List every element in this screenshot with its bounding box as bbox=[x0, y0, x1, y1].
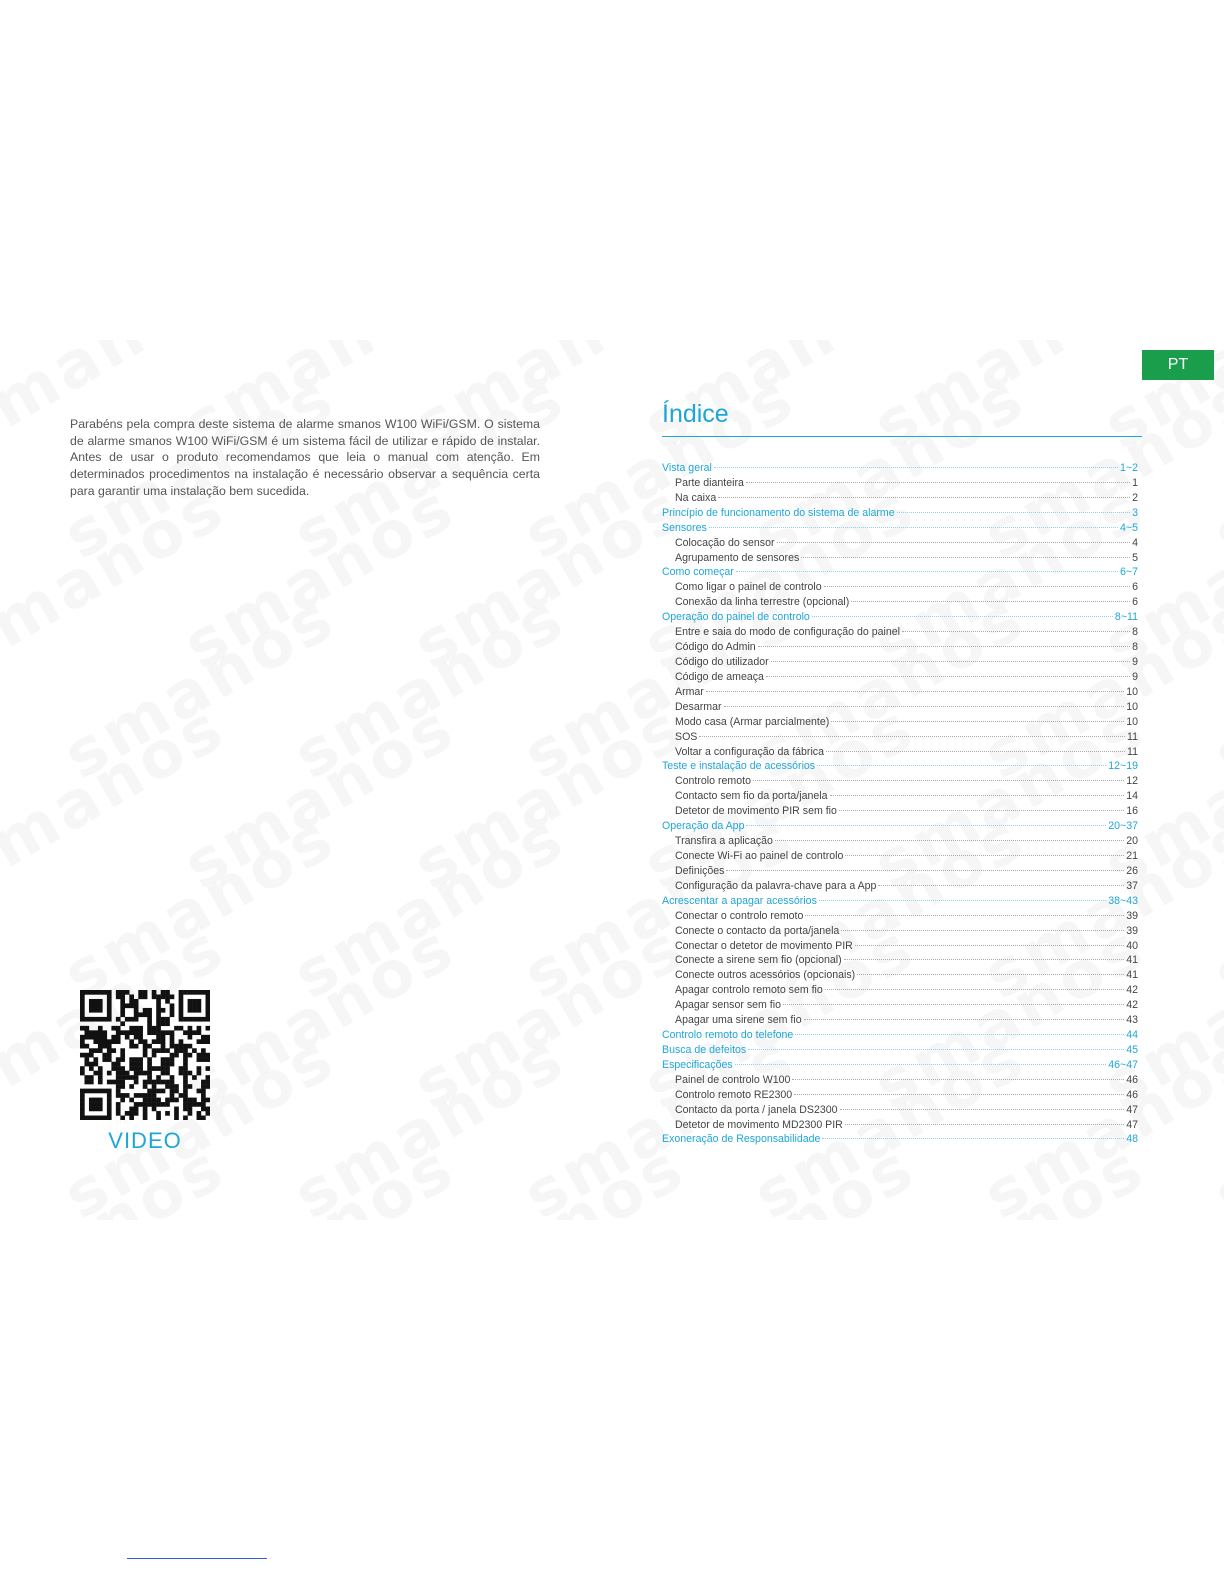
toc-label: Vista geral bbox=[662, 462, 712, 474]
toc-section[interactable] bbox=[662, 462, 1138, 477]
watermark-text bbox=[52, 800, 348, 1014]
toc-label: Operação do painel de controlo bbox=[662, 611, 810, 624]
toc-leader bbox=[766, 676, 1130, 677]
toc-page-number: 16 bbox=[1126, 805, 1138, 818]
toc-page-number: 9 bbox=[1132, 670, 1138, 683]
toc-page-number: 21 bbox=[1126, 849, 1138, 862]
toc-label: Conecte o contacto da porta/janela bbox=[675, 924, 840, 937]
toc-page-number: 4 bbox=[1132, 536, 1138, 549]
toc-leader bbox=[851, 601, 1130, 602]
toc-page-number: 11 bbox=[1127, 745, 1138, 758]
toc-section[interactable] bbox=[662, 820, 1138, 835]
toc-label: Painel de controlo W100 bbox=[675, 1073, 791, 1086]
watermark-text bbox=[282, 1020, 578, 1220]
toc-label: Como começar bbox=[662, 566, 734, 579]
toc-label: Acrescentar a apagar acessórios bbox=[662, 894, 817, 907]
toc-subsection[interactable] bbox=[662, 969, 1138, 984]
toc-label: Desarmar bbox=[675, 700, 722, 713]
toc-page-number: 12 bbox=[1126, 775, 1138, 788]
toc-subsection[interactable] bbox=[662, 537, 1138, 552]
toc-leader bbox=[878, 885, 1124, 886]
toc-leader bbox=[897, 512, 1130, 513]
toc-leader bbox=[795, 1034, 1124, 1035]
toc-leader bbox=[771, 661, 1130, 662]
toc-leader bbox=[726, 870, 1124, 871]
toc-label: Definições bbox=[675, 864, 725, 877]
toc-subsection[interactable] bbox=[662, 1089, 1138, 1104]
toc-label: Como ligar o painel de controlo bbox=[675, 581, 822, 594]
toc-label: Apagar controlo remoto sem fio bbox=[675, 984, 823, 997]
toc-label: Controlo remoto do telefone bbox=[662, 1029, 794, 1042]
toc-label: Na caixa bbox=[675, 491, 717, 504]
toc-leader bbox=[841, 930, 1124, 931]
toc-subsection[interactable] bbox=[662, 1104, 1138, 1119]
toc-label: Controlo remoto RE2300 bbox=[675, 1088, 793, 1101]
watermark-text bbox=[862, 340, 1158, 464]
toc-subsection[interactable] bbox=[662, 984, 1138, 999]
toc-page-number: 20~37 bbox=[1108, 820, 1138, 833]
watermark-text bbox=[1202, 1020, 1224, 1220]
toc-page-number: 41 bbox=[1126, 954, 1138, 967]
toc-leader bbox=[718, 497, 1130, 498]
toc-leader bbox=[844, 959, 1125, 960]
toc-page-number: 3 bbox=[1132, 506, 1138, 519]
toc-page-number: 42 bbox=[1126, 999, 1138, 1012]
watermark-text bbox=[172, 690, 468, 904]
toc-label: SOS bbox=[675, 730, 698, 743]
watermark-text bbox=[0, 470, 238, 684]
toc-page-number: 2 bbox=[1132, 491, 1138, 504]
toc-subsection[interactable] bbox=[662, 880, 1138, 895]
watermark-text bbox=[402, 910, 698, 1124]
watermark-text bbox=[172, 910, 468, 1124]
toc-subsection[interactable] bbox=[662, 790, 1138, 805]
toc-leader bbox=[748, 1049, 1124, 1050]
toc-section[interactable] bbox=[662, 611, 1138, 626]
toc-subsection[interactable] bbox=[662, 671, 1138, 686]
toc-leader bbox=[746, 825, 1106, 826]
toc-section[interactable] bbox=[662, 1029, 1138, 1044]
toc-leader bbox=[804, 1019, 1125, 1020]
toc-subsection[interactable] bbox=[662, 596, 1138, 611]
toc-section[interactable] bbox=[662, 1133, 1138, 1148]
toc-leader bbox=[830, 795, 1125, 796]
toc-label: Voltar a configuração da fábrica bbox=[675, 745, 824, 758]
toc-page-number: 4~5 bbox=[1120, 521, 1138, 534]
toc-page-number: 8 bbox=[1132, 626, 1138, 639]
toc-leader bbox=[706, 691, 1124, 692]
toc-page-number: 42 bbox=[1126, 984, 1138, 997]
watermark-text bbox=[0, 690, 238, 904]
toc-leader bbox=[775, 840, 1124, 841]
qr-code-image bbox=[80, 990, 210, 1120]
toc-page-number: 8~11 bbox=[1114, 611, 1138, 624]
footer-link-underline bbox=[127, 1558, 267, 1559]
toc-page-number: 6 bbox=[1132, 596, 1138, 609]
toc-page-number: 41 bbox=[1126, 969, 1138, 982]
toc-page-number: 45 bbox=[1126, 1043, 1138, 1056]
toc-subsection[interactable] bbox=[662, 701, 1138, 716]
watermark-text bbox=[282, 800, 578, 1014]
toc-label: Conexão da linha terrestre (opcional) bbox=[675, 596, 850, 609]
toc-subsection[interactable] bbox=[662, 492, 1138, 507]
toc-label: Código do utilizador bbox=[675, 655, 769, 668]
toc-label: Detetor de movimento PIR sem fio bbox=[675, 805, 837, 818]
toc-label: Contacto sem fio da porta/janela bbox=[675, 790, 828, 803]
toc-page-number: 46 bbox=[1126, 1073, 1138, 1086]
watermark-text bbox=[402, 470, 698, 684]
toc-leader bbox=[855, 945, 1124, 946]
toc-page-number: 5 bbox=[1132, 551, 1138, 564]
toc-leader bbox=[825, 989, 1124, 990]
toc-page-number: 46 bbox=[1126, 1088, 1138, 1101]
toc-subsection[interactable] bbox=[662, 1014, 1138, 1029]
toc-page-number: 40 bbox=[1126, 939, 1138, 952]
toc-leader bbox=[857, 974, 1124, 975]
toc-divider bbox=[662, 436, 1142, 437]
toc-label: Código do Admin bbox=[675, 641, 756, 654]
toc-page-number: 9 bbox=[1132, 655, 1138, 668]
watermark-text bbox=[1202, 360, 1224, 574]
toc-subsection[interactable] bbox=[662, 477, 1138, 492]
toc-leader bbox=[777, 542, 1131, 543]
toc-leader bbox=[831, 721, 1124, 722]
toc-leader bbox=[792, 1079, 1124, 1080]
toc-leader bbox=[746, 482, 1130, 483]
toc-page-number: 10 bbox=[1126, 715, 1138, 728]
toc-leader bbox=[845, 1124, 1124, 1125]
toc-section[interactable] bbox=[662, 1044, 1138, 1059]
toc-label: Detetor de movimento MD2300 PIR bbox=[675, 1118, 843, 1131]
toc-subsection[interactable] bbox=[662, 835, 1138, 850]
toc-subsection[interactable] bbox=[662, 656, 1138, 671]
toc-leader bbox=[805, 915, 1124, 916]
toc-leader bbox=[736, 571, 1118, 572]
toc-leader bbox=[714, 467, 1118, 468]
toc-page-number: 48 bbox=[1126, 1133, 1138, 1146]
watermark-text bbox=[1202, 800, 1224, 1014]
toc-subsection[interactable] bbox=[662, 731, 1138, 746]
toc-label: Contacto da porta / janela DS2300 bbox=[675, 1103, 838, 1116]
toc-leader bbox=[819, 900, 1106, 901]
language-tab[interactable]: PT bbox=[1142, 350, 1214, 380]
toc-leader bbox=[735, 1064, 1107, 1065]
toc-subsection[interactable] bbox=[662, 850, 1138, 865]
toc-subsection[interactable] bbox=[662, 999, 1138, 1014]
toc-page-number: 47 bbox=[1126, 1103, 1138, 1116]
toc-leader bbox=[839, 810, 1124, 811]
toc-page-number: 8 bbox=[1132, 641, 1138, 654]
toc-subsection[interactable] bbox=[662, 805, 1138, 820]
toc-section[interactable] bbox=[662, 522, 1138, 537]
watermark-text bbox=[282, 580, 578, 794]
toc-label: Especificações bbox=[662, 1058, 733, 1071]
toc-label: Configuração da palavra-chave para a App bbox=[675, 879, 877, 892]
toc-page-number: 47 bbox=[1126, 1118, 1138, 1131]
toc-page-number: 43 bbox=[1126, 1014, 1138, 1027]
watermark-text bbox=[172, 1130, 468, 1220]
toc-title: Índice bbox=[662, 400, 729, 428]
intro-paragraph: Parabéns pela compra deste sistema de alarme smanos W100 WiFi/GSM. O sistema de alarme smanos W100 WiFi/GSM é um sistema fácil de utilizar e rápido de instalar. Antes de usar o produto recomendamos que leia o manual com atenção. Em determinados procedimentos na instalação é necessário observar a sequência certa para garantir uma instalação bem sucedida. bbox=[70, 417, 540, 498]
toc-label: Colocação do sensor bbox=[675, 536, 775, 549]
toc-label: Conecte Wi-Fi ao painel de controlo bbox=[675, 849, 844, 862]
toc-leader bbox=[699, 736, 1125, 737]
toc-subsection[interactable] bbox=[662, 686, 1138, 701]
watermark-text bbox=[52, 580, 348, 794]
toc-label: Entre e saia do modo de configuração do painel bbox=[675, 626, 900, 639]
toc-leader bbox=[822, 1138, 1124, 1139]
toc-label: Conectar o controlo remoto bbox=[675, 909, 804, 922]
toc-subsection[interactable] bbox=[662, 552, 1138, 567]
toc-label: Armar bbox=[675, 685, 704, 698]
toc-subsection[interactable] bbox=[662, 746, 1138, 761]
toc-label: Conectar o detetor de movimento PIR bbox=[675, 939, 853, 952]
toc-subsection[interactable] bbox=[662, 940, 1138, 955]
toc-leader bbox=[812, 616, 1113, 617]
toc-label: Conecte outros acessórios (opcionais) bbox=[675, 969, 856, 982]
toc-page-number: 6~7 bbox=[1120, 566, 1138, 579]
toc-label: Conecte a sirene sem fio (opcional) bbox=[675, 954, 842, 967]
watermark-text bbox=[402, 1130, 698, 1220]
toc-leader bbox=[817, 765, 1106, 766]
toc-leader bbox=[783, 1004, 1124, 1005]
watermark-text bbox=[1202, 580, 1224, 794]
toc-label: Princípio de funcionamento do sistema de alarme bbox=[662, 506, 895, 519]
toc-page-number: 10 bbox=[1126, 700, 1138, 713]
toc-section[interactable] bbox=[662, 895, 1138, 910]
toc-label: Apagar uma sirene sem fio bbox=[675, 1014, 802, 1027]
watermark-text bbox=[402, 690, 698, 904]
toc-section[interactable] bbox=[662, 760, 1138, 775]
table-of-contents bbox=[662, 462, 1138, 1148]
toc-section[interactable] bbox=[662, 566, 1138, 581]
toc-page-number: 6 bbox=[1132, 581, 1138, 594]
toc-subsection[interactable] bbox=[662, 1074, 1138, 1089]
toc-leader bbox=[709, 527, 1118, 528]
toc-subsection[interactable] bbox=[662, 641, 1138, 656]
toc-page-number: 10 bbox=[1126, 685, 1138, 698]
toc-page-number: 44 bbox=[1126, 1029, 1138, 1042]
toc-label: Exoneração de Responsabilidade bbox=[662, 1133, 821, 1146]
watermark-text bbox=[172, 470, 468, 684]
toc-leader bbox=[845, 855, 1124, 856]
qr-code[interactable] bbox=[80, 990, 210, 1120]
toc-page-number: 1 bbox=[1132, 476, 1138, 489]
toc-subsection[interactable] bbox=[662, 1119, 1138, 1134]
toc-leader bbox=[902, 631, 1130, 632]
toc-subsection[interactable] bbox=[662, 775, 1138, 790]
toc-leader bbox=[826, 751, 1125, 752]
toc-page-number: 1~2 bbox=[1120, 462, 1138, 474]
toc-section[interactable] bbox=[662, 507, 1138, 522]
toc-page-number: 38~43 bbox=[1108, 894, 1138, 907]
video-label: VIDEO bbox=[108, 1128, 182, 1153]
toc-leader bbox=[801, 557, 1130, 558]
toc-label: Operação da App bbox=[662, 820, 745, 833]
toc-leader bbox=[794, 1094, 1124, 1095]
toc-subsection[interactable] bbox=[662, 716, 1138, 731]
toc-label: Controlo remoto bbox=[675, 775, 751, 788]
toc-label: Modo casa (Armar parcialmente) bbox=[675, 715, 830, 728]
toc-subsection[interactable] bbox=[662, 626, 1138, 641]
toc-label: Agrupamento de sensores bbox=[675, 551, 800, 564]
toc-page-number: 39 bbox=[1126, 909, 1138, 922]
toc-leader bbox=[724, 706, 1125, 707]
toc-label: Parte dianteira bbox=[675, 476, 744, 489]
toc-label: Apagar sensor sem fio bbox=[675, 999, 781, 1012]
toc-leader bbox=[753, 780, 1124, 781]
toc-label: Transfira a aplicação bbox=[675, 835, 773, 848]
toc-subsection[interactable] bbox=[662, 954, 1138, 969]
toc-label: Sensores bbox=[662, 521, 707, 534]
toc-leader bbox=[840, 1109, 1125, 1110]
toc-page-number: 46~47 bbox=[1108, 1058, 1138, 1071]
toc-label: Teste e instalação de acessórios bbox=[662, 760, 816, 773]
toc-label: Busca de defeitos bbox=[662, 1043, 747, 1056]
toc-page-number: 14 bbox=[1126, 790, 1138, 803]
toc-leader bbox=[758, 646, 1130, 647]
toc-page-number: 11 bbox=[1127, 730, 1138, 743]
toc-page-number: 20 bbox=[1126, 835, 1138, 848]
toc-page-number: 39 bbox=[1126, 924, 1138, 937]
toc-section[interactable] bbox=[662, 1059, 1138, 1074]
toc-subsection[interactable] bbox=[662, 865, 1138, 880]
toc-subsection[interactable] bbox=[662, 910, 1138, 925]
toc-page-number: 26 bbox=[1126, 864, 1138, 877]
toc-page-number: 37 bbox=[1126, 879, 1138, 892]
toc-leader bbox=[824, 586, 1130, 587]
toc-label: Código de ameaça bbox=[675, 670, 764, 683]
toc-subsection[interactable] bbox=[662, 925, 1138, 940]
toc-subsection[interactable] bbox=[662, 581, 1138, 596]
toc-page-number: 12~19 bbox=[1108, 760, 1138, 773]
